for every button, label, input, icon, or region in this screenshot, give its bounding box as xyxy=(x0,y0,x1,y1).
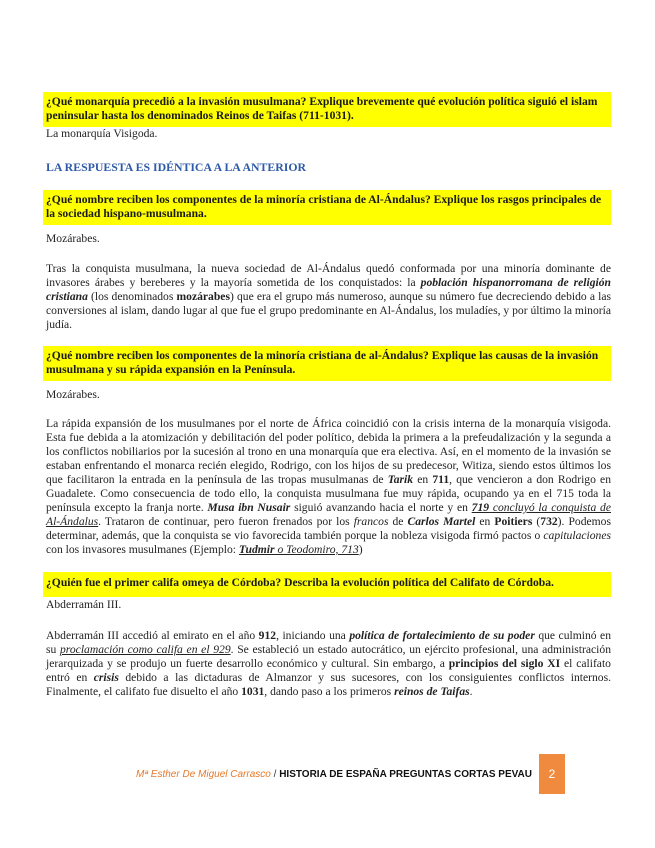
page-footer xyxy=(0,762,655,790)
question-4: ¿Quién fue el primer califa omeya de Córdoba? Describa la evolución política del Califato de Córdoba. xyxy=(43,572,611,597)
question-3: ¿Qué nombre reciben los componentes de la minoría cristiana de al-Ándalus? Explique las causas de la invasión musulmana y su rápida expansión en la Península. xyxy=(43,346,611,381)
answer-4: Abderramán III. xyxy=(46,598,122,611)
paragraph-4: Abderramán III accedió al emirato en el año 912, iniciando una política de fortalecimiento de su poder que culminó en su proclamación como califa en el 929. Se estableció un estado autocrático, un ejército profesional, una administración jerarquizada y se produjo un fuerte desarrollo económico y cultural. Sin embargo, a principios del siglo XI el califato entró en crisis debido a las dictaduras de Almanzor y sus sucesores, con los consiguientes conflictos internos. Finalmente, el califato fue disuelto el año 1031, dando paso a los primeros reinos de Taifas. xyxy=(46,629,611,698)
answer-3: Mozárabes. xyxy=(46,388,100,401)
answer-2: Mozárabes. xyxy=(46,232,100,245)
question-1: ¿Qué monarquía precedió a la invasión musulmana? Explique brevemente qué evolución política siguió el islam peninsular hasta los denominados Reinos de Taifas (711-1031). xyxy=(43,92,611,127)
footer-text xyxy=(136,769,532,780)
answer-1: La monarquía Visigoda. xyxy=(46,127,158,140)
footer-author: Mª Esther De Miguel Carrasco xyxy=(135,769,271,780)
paragraph-2: Tras la conquista musulmana, la nueva sociedad de Al-Ándalus quedó conformada por una minoría dominante de invasores árabes y bereberes y la mayoría sometida de los conquistados: la población hispanorromana de religión cristiana (los denominados mozárabes) que era el grupo más numeroso, aunque su número fue decreciendo debido a las conversiones al islam, dando lugar al que fue el grupo predominante en Al-Ándalus, los muladíes, y por último la minoría judía. xyxy=(46,262,611,331)
question-2: ¿Qué nombre reciben los componentes de la minoría cristiana de Al-Ándalus? Explique los rasgos principales de la sociedad hispano-musulmana. xyxy=(43,190,611,225)
paragraph-3: La rápida expansión de los musulmanes por el norte de África coincidió con la crisis interna de la monarquía visigoda. Esta fue debida a la atomización y debilitación del poder político, debida la primera a la prefeudalización y la segunda a los conflictos nobiliarios por la sucesión al trono en una monarquía que era electiva. Así, en el momento de la invasión se estaban enfrentando el monarca recién elegido, Rodrigo, con los hijos de su predecesor, Witiza, siendo estos últimos los que facilitaron la entrada en la península de las tropas musulmanas de Tarik en 711, que vencieron a don Rodrigo en Guadalete. Como consecuencia de todo ello, la conquista musulmana fue muy rápida, ocupando ya en el 715 toda la península excepto la franja norte. Musa ibn Nusair siguió avanzando hacia el norte y en 719 concluyó la conquista de Al-Ándalus. Trataron de continuar, pero fueron frenados por los francos de Carlos Martel en Poitiers (732). Podemos determinar, además, que la conquista se vio favorecida también porque la nobleza visigoda firmó pactos o capitulaciones con los invasores musulmanes (Ejemplo: Tudmir o Teodomiro, 713) xyxy=(46,417,611,556)
footer-title: HISTORIA DE ESPAÑA PREGUNTAS CORTAS PEVAU xyxy=(279,769,532,780)
identical-answer-note: LA RESPUESTA ES IDÉNTICA A LA ANTERIOR xyxy=(46,160,307,174)
page-number: 2 xyxy=(539,754,565,794)
footer-separator: / xyxy=(270,769,280,780)
